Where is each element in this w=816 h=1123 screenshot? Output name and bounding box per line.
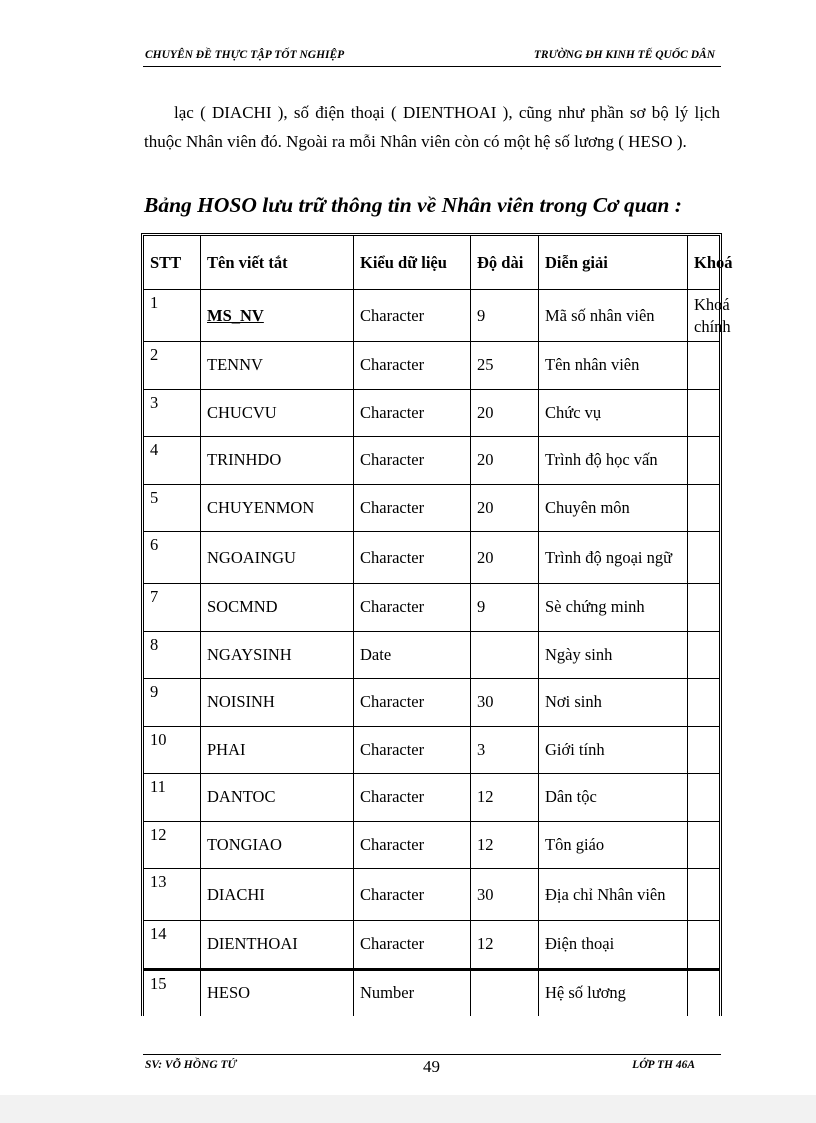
header-type: Kiểu dữ liệu [354, 236, 471, 290]
cell-type: Date [354, 632, 471, 680]
cell-type: Character [354, 727, 471, 775]
header-description: Diễn giải [539, 236, 688, 290]
cell-description: Ngày sinh [539, 632, 688, 680]
cell-type: Character [354, 679, 471, 727]
cell-description: Hệ số lương [539, 969, 688, 1017]
table-row [144, 822, 719, 870]
table-row [144, 679, 719, 727]
cell-stt: 5 [144, 485, 201, 533]
table-container [141, 233, 733, 1030]
cell-stt: 7 [144, 584, 201, 632]
cell-length: 20 [471, 485, 539, 533]
footer-student-name: SV: VÕ HỒNG TỨ [145, 1059, 237, 1071]
table-title: Bảng HOSO lưu trữ thông tin về Nhân viên trong Cơ quan : [144, 193, 682, 217]
primary-key-field: MS_NV [207, 305, 264, 325]
header-left-text: CHUYÊN ĐỀ THỰC TẬP TỐT NGHIỆP [145, 49, 345, 61]
cell-length [471, 969, 539, 1017]
header-length: Độ dài [471, 236, 539, 290]
cell-stt: 8 [144, 632, 201, 680]
cell-name: DIACHI [201, 869, 354, 921]
cell-key [688, 390, 719, 438]
page-bottom-strip [0, 1095, 816, 1123]
page-number: 49 [423, 1057, 440, 1076]
cell-name: PHAI [201, 727, 354, 775]
cell-description: Trình độ học vấn [539, 437, 688, 485]
cell-name: NGAYSINH [201, 632, 354, 680]
cell-stt: 15 [144, 969, 201, 1017]
table-row [144, 869, 719, 921]
cell-type: Character [354, 532, 471, 584]
table-row [144, 342, 719, 390]
cell-length: 20 [471, 532, 539, 584]
cell-description: Nơi sinh [539, 679, 688, 727]
cell-stt: 4 [144, 437, 201, 485]
cell-stt: 14 [144, 921, 201, 969]
cell-length: 12 [471, 774, 539, 822]
page-footer [143, 1054, 721, 1077]
cell-length: 30 [471, 869, 539, 921]
table-row [144, 437, 719, 485]
cell-name: HESO [201, 969, 354, 1017]
cell-description: Mã số nhân viên [539, 290, 688, 342]
header-stt: STT [144, 236, 201, 290]
cell-description: Sè chứng minh [539, 584, 688, 632]
cell-key: Khoá chính [688, 290, 719, 342]
cell-type: Character [354, 342, 471, 390]
page-header [143, 46, 721, 67]
cell-description: Giới tính [539, 727, 688, 775]
cell-type: Character [354, 774, 471, 822]
cell-key [688, 774, 719, 822]
table-row [144, 632, 719, 680]
cell-type: Character [354, 869, 471, 921]
cell-length: 3 [471, 727, 539, 775]
cell-key [688, 584, 719, 632]
hoso-table [141, 233, 733, 1016]
cell-type: Character [354, 921, 471, 969]
cell-key [688, 679, 719, 727]
intro-paragraph: lạc ( DIACHI ), số điện thoại ( DIENTHOAI ), cũng như phần sơ bộ lý lịch thuộc Nhân viên đó. Ngoài ra mỗi Nhân viên còn có một hệ số lương ( HESO ). [144, 103, 720, 151]
cell-key [688, 532, 719, 584]
cell-length: 9 [471, 290, 539, 342]
table-row [144, 969, 719, 1017]
cell-length: 25 [471, 342, 539, 390]
cell-stt: 3 [144, 390, 201, 438]
cell-name: TRINHDO [201, 437, 354, 485]
cell-key [688, 342, 719, 390]
cell-description: Trình độ ngoại ngữ [539, 532, 688, 584]
cell-name: CHUYENMON [201, 485, 354, 533]
table-row [144, 584, 719, 632]
cell-name: SOCMND [201, 584, 354, 632]
header-right-text: TRƯỜNG ĐH KINH TẾ QUỐC DÂN [533, 49, 715, 61]
table-row [144, 290, 719, 342]
cell-name: TONGIAO [201, 822, 354, 870]
cell-key [688, 969, 719, 1017]
table-row [144, 532, 719, 584]
cell-stt: 13 [144, 869, 201, 921]
cell-description: Dân tộc [539, 774, 688, 822]
cell-stt: 10 [144, 727, 201, 775]
cell-key [688, 869, 719, 921]
cell-description: Điện thoại [539, 921, 688, 969]
cell-stt: 6 [144, 532, 201, 584]
cell-type: Character [354, 437, 471, 485]
cell-stt: 2 [144, 342, 201, 390]
cell-length: 20 [471, 437, 539, 485]
cell-type: Character [354, 390, 471, 438]
cell-stt: 1 [144, 290, 201, 342]
table-row [144, 485, 719, 533]
cell-name: NOISINH [201, 679, 354, 727]
cell-stt: 11 [144, 774, 201, 822]
cell-length [471, 632, 539, 680]
cell-name: DANTOC [201, 774, 354, 822]
cell-key [688, 822, 719, 870]
cell-length: 12 [471, 921, 539, 969]
table-row [144, 921, 719, 969]
cell-key [688, 727, 719, 775]
cell-description: Địa chỉ Nhân viên [539, 869, 688, 921]
cell-name: NGOAINGU [201, 532, 354, 584]
table-header-row [144, 236, 719, 290]
cell-name: TENNV [201, 342, 354, 390]
cell-description: Chức vụ [539, 390, 688, 438]
cell-type: Number [354, 969, 471, 1017]
cell-key [688, 485, 719, 533]
table-row [144, 727, 719, 775]
cell-stt: 9 [144, 679, 201, 727]
cell-type: Character [354, 822, 471, 870]
cell-type: Character [354, 485, 471, 533]
cell-key [688, 437, 719, 485]
cell-key [688, 921, 719, 969]
cell-length: 20 [471, 390, 539, 438]
cell-key [688, 632, 719, 680]
table-row [144, 774, 719, 822]
cell-name: CHUCVU [201, 390, 354, 438]
cell-length: 9 [471, 584, 539, 632]
cell-type: Character [354, 290, 471, 342]
cell-name: DIENTHOAI [201, 921, 354, 969]
cell-description: Tôn giáo [539, 822, 688, 870]
header-key: Khoá [688, 236, 719, 290]
cell-length: 12 [471, 822, 539, 870]
cell-description: Chuyên môn [539, 485, 688, 533]
cell-description: Tên nhân viên [539, 342, 688, 390]
cell-name [201, 290, 354, 342]
cell-type: Character [354, 584, 471, 632]
cell-stt: 12 [144, 822, 201, 870]
header-name: Tên viết tắt [201, 236, 354, 290]
table-row [144, 390, 719, 438]
footer-class-name: LỚP TH 46A [632, 1059, 695, 1071]
cell-length: 30 [471, 679, 539, 727]
